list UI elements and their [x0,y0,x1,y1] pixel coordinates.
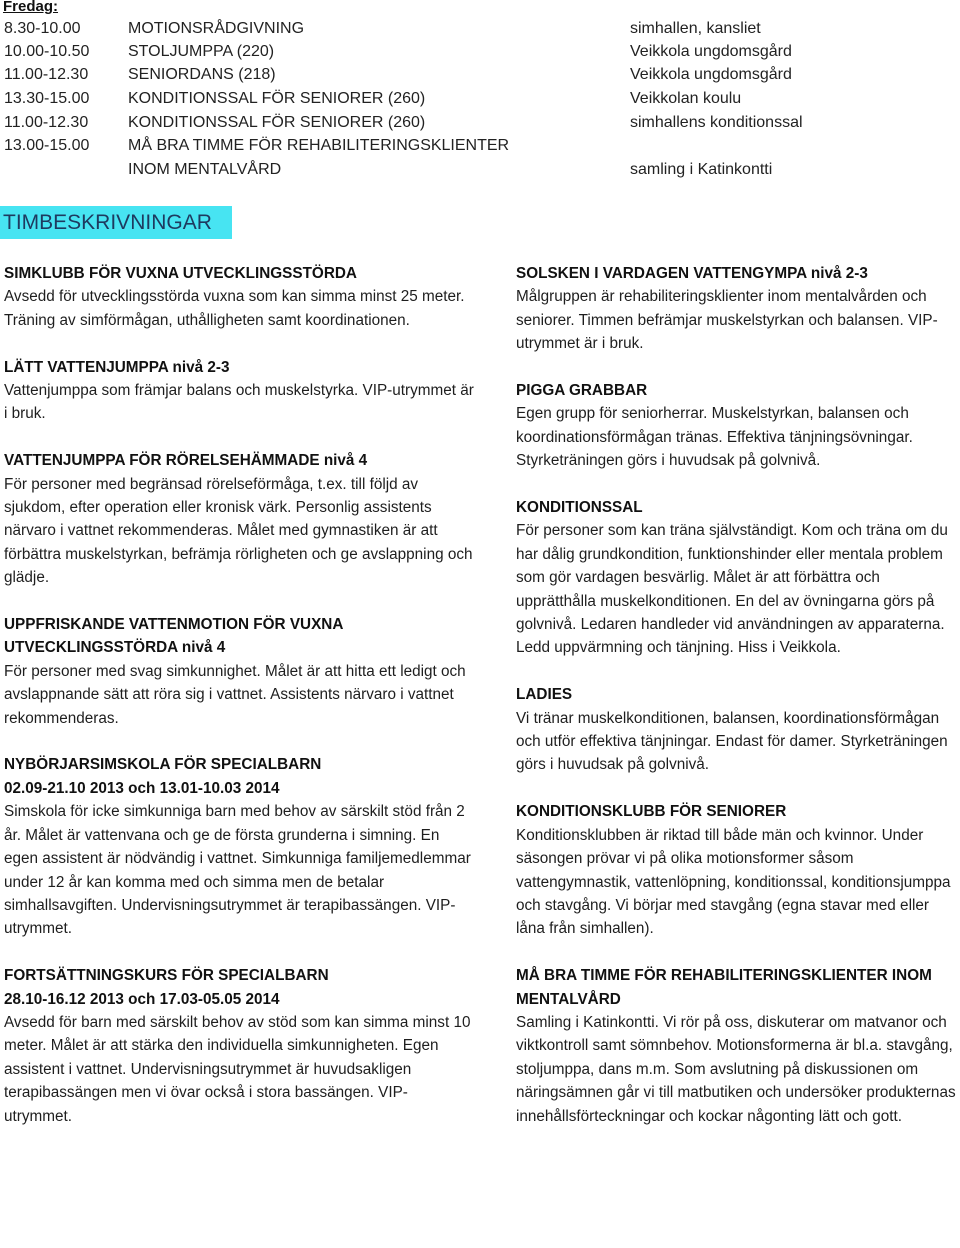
schedule-time: 10.00-10.50 [4,43,90,60]
class-body: Konditionsklubben är riktad till både män och kvinnor. Under säsongen prövar vi på olika motionsformer såsom vattengymnastik, vattenlöpning, konditionssal, konditionsjumppa och stavgång. Vi börjar med stavgång (egna stavar med eller låna från simhallen). [516,826,951,938]
class-description [4,449,474,589]
class-title: UPPFRISKANDE VATTENMOTION FÖR VUXNA UTVECKLINGSSTÖRDA nivå 4 [4,616,343,657]
class-body: För personer med svag simkunnighet. Målet är att hitta ett ledigt och avslappnande sätt att röra sig i vattnet. Assistents närvaro i vattnet rekommenderas. [4,662,466,727]
class-description [4,613,474,730]
section-heading: TIMBESKRIVNINGAR [0,206,232,239]
class-body: För personer som kan träna självständigt. Kom och träna om du har dålig grundkondition, funktionshinder eller mentala problem som gör vardagen besvärlig. Målet är att förbättra och upprätthålla muskelkonditionen. En del av övningarna görs på golvnivå. Ledaren handleder vid användningen av apparaterna. Ledd uppvärmning och tänjning. Hiss i Veikkola. [516,522,948,657]
schedule-time: 11.00-12.30 [4,66,89,83]
class-body: Avsedd för barn med särskilt behov av stöd som kan simma minst 10 meter. Målet är att stärka den individuella simkunnigheten. Egen assistent i vattnet. Undervisningsutrymmet är huvudsakligen terapibassängen men vi övar också i stora bassängen. VIP-utrymmet. [4,1013,471,1125]
schedule-row [0,20,960,43]
class-body: Vattenjumppa som främjar balans och muskelstyrka. VIP-utrymmet är i bruk. [4,382,474,423]
schedule-time: 13.00-15.00 [4,137,90,154]
class-description [516,496,960,660]
schedule-row [0,66,960,89]
class-title: SOLSKEN I VARDAGEN VATTENGYMPA nivå 2-3 [516,265,868,282]
class-dates: 28.10-16.12 2013 och 17.03-05.05 2014 [4,990,280,1008]
class-title: PIGGA GRABBAR [516,382,648,400]
schedule-activity: SENIORDANS (218) [128,66,276,83]
schedule-activity: STOLJUMPPA (220) [128,43,275,60]
class-description [516,800,960,940]
day-label: Fredag: [3,0,59,15]
class-dates: 02.09-21.10 2013 och 13.01-10.03 2014 [4,779,280,797]
right-column [516,262,960,1128]
schedule-activity: MOTIONSRÅDGIVNING [128,20,305,37]
schedule-location: samling i Katinkontti [630,161,773,178]
class-description [4,753,474,940]
schedule-time: 8.30-10.00 [4,20,81,37]
schedule-time: 13.30-15.00 [4,90,90,107]
schedule-location: Veikkola ungdomsgård [630,43,792,60]
class-title: VATTENJUMPPA FÖR RÖRELSEHÄMMADE nivå 4 [4,452,368,470]
schedule-time: 11.00-12.30 [4,114,89,131]
class-body: Vi tränar muskelkonditionen, balansen, koordinationsförmågan och utför effektiva tänjningar. Endast för damer. Styrketräningen görs i huvudsak på golvnivå. [516,709,948,774]
schedule-location: simhallen, kansliet [630,20,761,37]
class-body: Egen grupp för seniorherrar. Muskelstyrkan, balansen och koordinationsförmågan tränas. Effektiva tänjningsövningar. Styrketräningen görs i huvudsak på golvnivå. [516,405,913,470]
class-body: Målgruppen är rehabiliteringsklienter inom mentalvården och seniorer. Timmen befrämjar muskelstyrkan och balansen. VIP-utrymmet är i bruk. [516,288,938,353]
class-title: FORTSÄTTNINGSKURS FÖR SPECIALBARN [4,967,329,985]
class-title: LÄTT VATTENJUMPPA nivå 2-3 [4,358,230,376]
class-body: Simskola för icke simkunniga barn med behov av särskilt stöd från 2 år. Målet är vattenvana och ge de första grunderna i simning. En egen assistent är nödvändig i vattnet. Simkunniga familjemedlemmar under 12 år kan komma med och simma men de betalar simhallsavgiften. Undervisningsutrymmet är terapibassängen. VIP-utrymmet. [4,803,471,938]
schedule-row [0,137,960,160]
class-description [4,964,474,1128]
schedule-row [0,161,960,184]
left-column [4,262,474,1128]
class-description [4,356,474,426]
class-description [4,262,474,332]
schedule-activity: MÅ BRA TIMME FÖR REHABILITERINGSKLIENTER [128,137,510,154]
schedule-activity: KONDITIONSSAL FÖR SENIORER (260) [128,114,426,131]
class-title: KONDITIONSKLUBB FÖR SENIORER [516,803,787,821]
class-description [516,683,960,777]
schedule-location: Veikkola ungdomsgård [630,66,792,83]
class-title: LADIES [516,686,573,704]
schedule-location: Veikkolan koulu [630,90,742,107]
class-title: SIMKLUBB FÖR VUXNA UTVECKLINGSSTÖRDA [4,265,357,282]
schedule-activity: KONDITIONSSAL FÖR SENIORER (260) [128,90,426,107]
class-body: Samling i Katinkontti. Vi rör på oss, diskuterar om matvanor och viktkontroll samt sömnbehov. Motionsformerna är bl.a. stavgång, stoljumppa, dans m.m. Som avslutning på diskussionen om näringsämnen går vi till matbutiken och undersöker produkternas innehållsförteckningar och kockar någonting lätt och gott. [516,1013,956,1125]
class-body: Avsedd för utvecklingsstörda vuxna som kan simma minst 25 meter. Träning av simförmågan, uthålligheten samt koordinationen. [4,288,465,329]
class-description [516,379,960,473]
class-description [516,262,960,356]
class-title: KONDITIONSSAL [516,499,643,517]
class-title: NYBÖRJARSIMSKOLA FÖR SPECIALBARN [4,756,322,774]
schedule-activity: INOM MENTALVÅRD [128,161,282,178]
schedule-row [0,114,960,137]
class-title: MÅ BRA TIMME FÖR REHABILITERINGSKLIENTER INOM MENTALVÅRD [516,967,932,1008]
schedule-location: simhallens konditionssal [630,114,803,131]
class-body: För personer med begränsad rörelseförmåga, t.ex. till följd av sjukdom, efter operation eller kronisk värk. Personlig assistents närvaro i vattnet rekommenderas. Målet med gymnastiken är att förbättra muskelstyrkan, befrämja rörligheten och ge avslappning och glädje. [4,475,473,587]
schedule-row [0,43,960,66]
schedule-row [0,90,960,113]
class-description [516,964,960,1128]
